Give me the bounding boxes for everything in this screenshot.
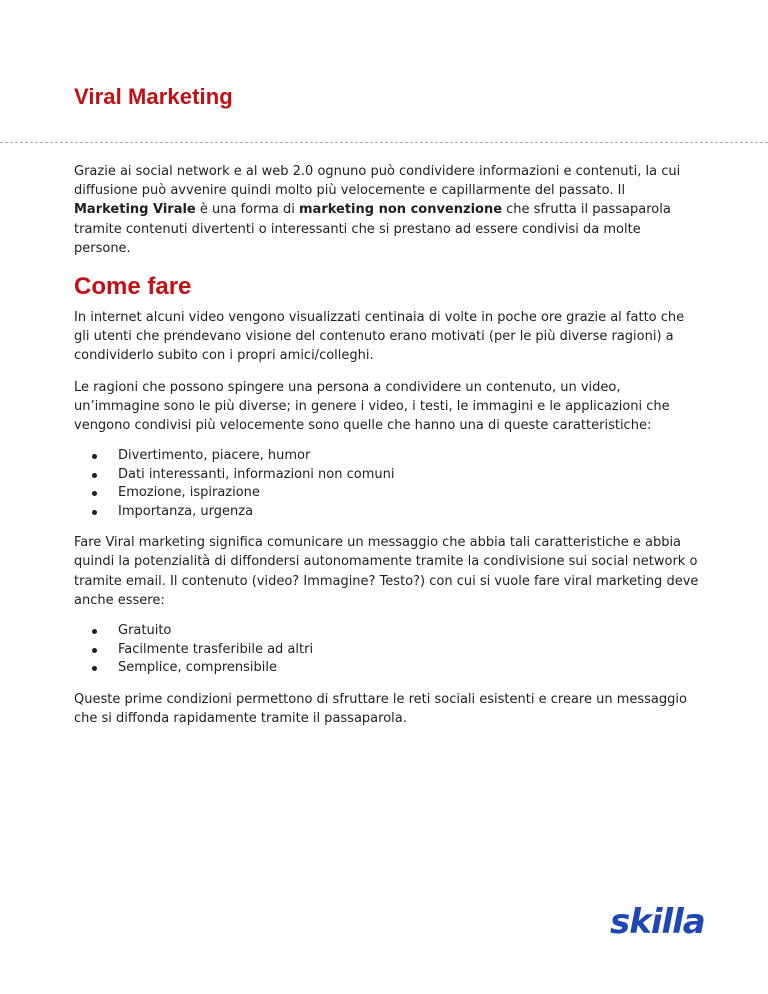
intro-bold-non-convenzione: marketing non convenzione — [299, 202, 503, 218]
document-body — [74, 162, 700, 740]
characteristics-list — [74, 447, 700, 521]
list-item: Facilmente trasferibile ad altri — [118, 641, 700, 660]
header-divider — [0, 142, 768, 143]
intro-paragraph — [74, 162, 700, 258]
section-paragraph-3: Fare Viral marketing significa comunicare un messaggio che abbia tali caratteristiche e abbia quindi la potenzialità di diffondersi autonomamente tramite la condivisione sui social network o tramite email. Il contenuto (video? Immagine? Testo?) con cui si vuole fare viral marketing deve anche essere: — [74, 535, 699, 608]
list-item: Gratuito — [118, 622, 700, 641]
intro-bold-marketing-virale: Marketing Virale — [74, 202, 196, 218]
section-paragraph-2: Le ragioni che possono spingere una persona a condividere un contenuto, un video, un’immagine sono le più diverse; in genere i video, i testi, le immagini e le applicazioni che vengono condivisi più velocemente sono quelle che hanno una di queste caratteristiche: — [74, 379, 670, 434]
intro-text-1: Grazie ai social network e al web 2.0 ognuno può condividere informazioni e contenuti, la cui diffusione può avvenire quindi molto più velocemente e capillarmente del passato. Il — [74, 164, 681, 199]
section-paragraph-4: Queste prime condizioni permettono di sfruttare le reti sociali esistenti e creare un messaggio che si diffonda rapidamente tramite il passaparola. — [74, 691, 687, 726]
intro-text-3: che sfrutta il passaparola tramite contenuti divertenti o interessanti che si prestano ad essere condivisi da molte persone. — [74, 202, 671, 256]
section-paragraph-1: In internet alcuni video vengono visualizzati centinaia di volte in poche ore grazie al fatto che gli utenti che prendevano visione del contenuto erano motivati (per le più diverse ragioni) a condividerlo subito con i propri amici/colleghi. — [74, 310, 685, 364]
list-item: Dati interessanti, informazioni non comuni — [118, 466, 700, 485]
section-title: Come fare — [74, 273, 192, 301]
document-title: Viral Marketing — [74, 84, 233, 109]
list-item: Divertimento, piacere, humor — [118, 447, 700, 466]
intro-text-2: è una forma di — [195, 202, 299, 218]
skilla-logo: skilla — [610, 902, 705, 942]
list-item: Emozione, ispirazione — [118, 484, 700, 503]
requirements-list — [74, 622, 700, 678]
list-item: Semplice, comprensibile — [118, 659, 700, 678]
list-item: Importanza, urgenza — [118, 503, 700, 522]
